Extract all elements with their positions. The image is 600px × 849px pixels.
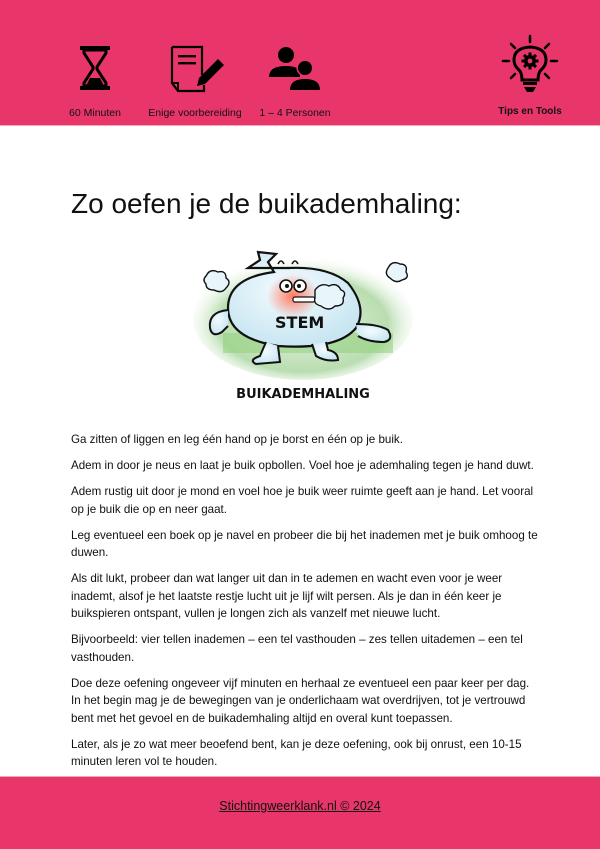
website-link[interactable]: Stichtingweerklank.nl © 2024 [219, 799, 381, 813]
paragraph: Als dit lukt, probeer dan wat langer uit dan in te ademen en wacht even voor je weer inademt, alsof je het laatste restje lucht uit je lijf wilt persen. Als je dan in één keer je buikspieren ontspant, vullen je longen zich als vanzelf met nieuwe lucht. [71, 572, 503, 620]
hourglass-icon [78, 45, 112, 91]
belly-text: STEM [275, 313, 325, 332]
paragraph: Later, als je zo wat meer beoefend bent, kan je deze oefening, ook bij onrust, een 10-15 minuten leren vol te houden. [71, 737, 522, 768]
page-title: Zo oefen je de buikademhaling: [71, 188, 462, 219]
people-info [245, 45, 345, 119]
paragraph: Bijvoorbeeld: vier tellen inademen – een tel vasthouden – zes tellen uitademen – een tel vasthouden. [71, 633, 523, 664]
people-icon [267, 45, 323, 91]
duration-label: 60 Minuten [69, 107, 121, 119]
preparation-label: Enige voorbereiding [148, 107, 242, 119]
instructions [71, 431, 541, 779]
paragraph: Leg eventueel een boek op je navel en probeer die bij het inademen met je buik omhoog te duwen. [71, 528, 538, 559]
breathing-illustration [188, 238, 418, 410]
paragraph: Adem in door je neus en laat je buik opbollen. Voel hoe je ademhaling tegen je hand duwt. [71, 459, 534, 472]
people-label: 1 – 4 Personen [259, 107, 331, 119]
tips-label: Tips en Tools [498, 106, 562, 117]
cartoon-image [188, 238, 418, 410]
preparation-info [140, 45, 250, 119]
duration-info [55, 45, 135, 119]
tips-and-tools[interactable] [490, 34, 570, 117]
paragraph: Ga zitten of liggen en leg één hand op je borst en één op je buik. [71, 433, 403, 446]
document-pencil-icon [164, 45, 226, 93]
illustration-caption: BUIKADEMHALING [236, 387, 370, 402]
paragraph: Adem rustig uit door je mond en voel hoe je buik weer ruimte geeft aan je hand. Let vooral op je buik die op en neer gaat. [71, 485, 534, 516]
paragraph: Doe deze oefening ongeveer vijf minuten en herhaal ze eventueel een paar keer per dag. In het begin mag je de bewegingen van je onderlichaam wat overdrijven, tot je vertrouwd bent met het gevoel en de buikademhaling altijd en overal kunt toepassen. [71, 676, 530, 725]
footer-banner [0, 776, 600, 849]
header-banner [0, 0, 600, 126]
lightbulb-gear-icon [499, 34, 561, 96]
